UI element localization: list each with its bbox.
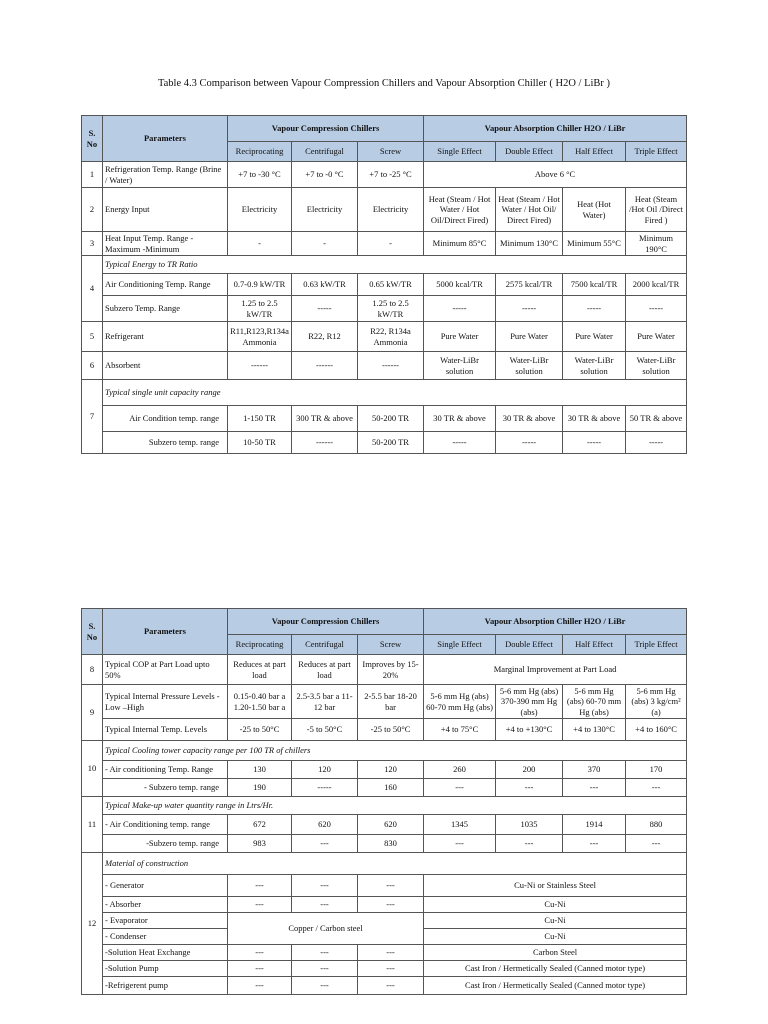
cell: - <box>358 232 424 256</box>
cell: Marginal Improvement at Part Load <box>424 655 687 685</box>
col-double-effect: Double Effect <box>496 142 563 162</box>
table-row <box>82 741 687 761</box>
cell: 830 <box>358 835 424 853</box>
cell: 880 <box>626 815 687 835</box>
cell: 190 <box>228 779 292 797</box>
row-parameter: - Air conditioning Temp. Range <box>103 761 228 779</box>
cell: Electricity <box>228 188 292 232</box>
cell: Improves by 15-20% <box>358 655 424 685</box>
cell: Pure Water <box>496 322 563 352</box>
cell: - <box>228 232 292 256</box>
table-row <box>82 761 687 779</box>
cell: Heat (Steam / Hot Water / Hot Oil/Direct Fired) <box>424 188 496 232</box>
table-row <box>82 296 687 322</box>
row-parameter: Typical Internal Temp. Levels <box>103 719 228 741</box>
cell: Copper / Carbon steel <box>228 913 424 945</box>
cell: 50-200 TR <box>358 406 424 432</box>
row-number: 11 <box>82 797 103 853</box>
cell: --- <box>358 945 424 961</box>
col-reciprocating: Reciprocating <box>228 635 292 655</box>
cell: 1.25 to 2.5 kW/TR <box>358 296 424 322</box>
cell: Reduces at part load <box>228 655 292 685</box>
table-row <box>82 655 687 685</box>
parameters-header: Parameters <box>103 609 228 655</box>
cell: 0.65 kW/TR <box>358 274 424 296</box>
cell: R22, R12 <box>292 322 358 352</box>
cell: 620 <box>292 815 358 835</box>
cell: ----- <box>496 296 563 322</box>
cell: 170 <box>626 761 687 779</box>
row-number: 6 <box>82 352 103 380</box>
cell: 260 <box>424 761 496 779</box>
row-parameter: - Absorber <box>103 897 228 913</box>
cell: --- <box>563 779 626 797</box>
cell: --- <box>292 875 358 897</box>
cell: Minimum 190°C <box>626 232 687 256</box>
row-number: 5 <box>82 322 103 352</box>
col-triple-effect: Triple Effect <box>626 142 687 162</box>
cell: ----- <box>424 432 496 454</box>
cell: Cu-Ni <box>424 913 687 929</box>
cell: -5 to 50°C <box>292 719 358 741</box>
cell: --- <box>626 835 687 853</box>
cell: +7 to -25 °C <box>358 162 424 188</box>
cell: 620 <box>358 815 424 835</box>
vapour-absorption-header: Vapour Absorption Chiller H2O / LiBr <box>424 609 687 635</box>
col-screw: Screw <box>358 635 424 655</box>
comparison-table-part-2 <box>81 608 687 995</box>
cell: --- <box>626 779 687 797</box>
cell: 50-200 TR <box>358 432 424 454</box>
cell: --- <box>358 897 424 913</box>
table-row <box>82 432 687 454</box>
cell: --- <box>496 779 563 797</box>
section-heading: Typical Make-up water quantity range in Ltrs/Hr. <box>103 797 687 815</box>
cell: ----- <box>496 432 563 454</box>
row-parameter: Subzero temp. range <box>103 432 228 454</box>
table-row <box>82 913 687 929</box>
cell: Cu-Ni or Stainless Steel <box>424 875 687 897</box>
cell: Electricity <box>292 188 358 232</box>
table-row <box>82 835 687 853</box>
table-row <box>82 406 687 432</box>
row-parameter: Heat Input Temp. Range -Maximum -Minimum <box>103 232 228 256</box>
cell: 1345 <box>424 815 496 835</box>
cell: 200 <box>496 761 563 779</box>
cell: Heat (Steam / Hot Water / Hot Oil/ Direct Fired) <box>496 188 563 232</box>
row-number: 8 <box>82 655 103 685</box>
cell: +4 to 160°C <box>626 719 687 741</box>
row-parameter: - Condenser <box>103 929 228 945</box>
vapour-compression-header: Vapour Compression Chillers <box>228 116 424 142</box>
cell: Cu-Ni <box>424 897 687 913</box>
cell: ----- <box>563 432 626 454</box>
cell: Minimum 85°C <box>424 232 496 256</box>
cell: 50 TR & above <box>626 406 687 432</box>
row-parameter: Air Condition temp. range <box>103 406 228 432</box>
row-number: 10 <box>82 741 103 797</box>
row-parameter: Typical Internal Pressure Levels -Low –High <box>103 685 228 719</box>
row-parameter: - Air Conditioning temp. range <box>103 815 228 835</box>
table-row <box>82 256 687 274</box>
cell: 5000 kcal/TR <box>424 274 496 296</box>
table-row <box>82 815 687 835</box>
col-half-effect: Half Effect <box>563 142 626 162</box>
cell: 1-150 TR <box>228 406 292 432</box>
cell: --- <box>292 961 358 977</box>
sno-header: S. No <box>82 116 103 162</box>
row-parameter: Refrigerant <box>103 322 228 352</box>
section-heading: Typical Cooling tower capacity range per 100 TR of chillers <box>103 741 687 761</box>
cell: Water-LiBr solution <box>563 352 626 380</box>
table-row <box>82 352 687 380</box>
cell: 30 TR & above <box>496 406 563 432</box>
cell: --- <box>228 897 292 913</box>
cell: --- <box>228 961 292 977</box>
table-row <box>82 380 687 406</box>
cell: 0.7-0.9 kW/TR <box>228 274 292 296</box>
col-reciprocating: Reciprocating <box>228 142 292 162</box>
cell: Cast Iron / Hermetically Sealed (Canned motor type) <box>424 977 687 995</box>
row-number: 12 <box>82 853 103 995</box>
row-number: 9 <box>82 685 103 741</box>
table-row <box>82 961 687 977</box>
row-parameter: Subzero Temp. Range <box>103 296 228 322</box>
row-parameter: - Subzero temp. range <box>103 779 228 797</box>
table-row <box>82 977 687 995</box>
col-centrifugal: Centrifugal <box>292 635 358 655</box>
row-number: 4 <box>82 256 103 322</box>
cell: 30 TR & above <box>563 406 626 432</box>
table-row <box>82 685 687 719</box>
cell: ------ <box>292 352 358 380</box>
table-row <box>82 232 687 256</box>
cell: --- <box>228 875 292 897</box>
cell: +4 to 75°C <box>424 719 496 741</box>
cell: Pure Water <box>563 322 626 352</box>
cell: R22, R134a Ammonia <box>358 322 424 352</box>
cell: 2-5.5 bar 18-20 bar <box>358 685 424 719</box>
cell: ----- <box>563 296 626 322</box>
cell: 130 <box>228 761 292 779</box>
cell: -25 to 50°C <box>358 719 424 741</box>
cell: --- <box>358 875 424 897</box>
col-double-effect: Double Effect <box>496 635 563 655</box>
cell: 5-6 mm Hg (abs) 370-390 mm Hg (abs) <box>496 685 563 719</box>
row-parameter: -Solution Heat Exchange <box>103 945 228 961</box>
table-row <box>82 797 687 815</box>
table-row <box>82 274 687 296</box>
cell: --- <box>292 897 358 913</box>
cell: --- <box>424 835 496 853</box>
cell: - <box>292 232 358 256</box>
row-parameter: Refrigeration Temp. Range (Brine / Water) <box>103 162 228 188</box>
cell: 1914 <box>563 815 626 835</box>
cell: Heat (Steam /Hot Oil /Direct Fired ) <box>626 188 687 232</box>
table-row <box>82 945 687 961</box>
row-number: 2 <box>82 188 103 232</box>
cell: +4 to +130°C <box>496 719 563 741</box>
cell: +7 to -30 °C <box>228 162 292 188</box>
cell: R11,R123,R134a Ammonia <box>228 322 292 352</box>
table-caption: Table 4.3 Comparison between Vapour Compression Chillers and Vapour Absorption Chiller ( H2O / LiBr ) <box>157 78 611 89</box>
col-half-effect: Half Effect <box>563 635 626 655</box>
cell: 5-6 mm Hg (abs) 60-70 mm Hg (abs) <box>424 685 496 719</box>
row-parameter: -Solution Pump <box>103 961 228 977</box>
table-row <box>82 322 687 352</box>
row-parameter: -Refrigerent pump <box>103 977 228 995</box>
cell: 160 <box>358 779 424 797</box>
cell: 0.15-0.40 bar a 1.20-1.50 bar a <box>228 685 292 719</box>
cell: Carbon Steel <box>424 945 687 961</box>
cell: --- <box>228 945 292 961</box>
cell: +4 to 130°C <box>563 719 626 741</box>
cell: --- <box>292 945 358 961</box>
table-row <box>82 875 687 897</box>
row-parameter: Typical COP at Part Load upto 50% <box>103 655 228 685</box>
cell: Above 6 °C <box>424 162 687 188</box>
cell: 30 TR & above <box>424 406 496 432</box>
cell: -25 to 50°C <box>228 719 292 741</box>
cell: 10-50 TR <box>228 432 292 454</box>
cell: 0.63 kW/TR <box>292 274 358 296</box>
cell: ----- <box>292 779 358 797</box>
cell: Water-LiBr solution <box>496 352 563 380</box>
sno-header: S. No <box>82 609 103 655</box>
section-heading: Material of construction <box>103 853 687 875</box>
cell: ------ <box>292 432 358 454</box>
row-number: 7 <box>82 380 103 454</box>
row-parameter: Absorbent <box>103 352 228 380</box>
cell: 1035 <box>496 815 563 835</box>
row-number: 3 <box>82 232 103 256</box>
comparison-table-part-1 <box>81 115 687 454</box>
vapour-absorption-header: Vapour Absorption Chiller H2O / LiBr <box>424 116 687 142</box>
cell: Cu-Ni <box>424 929 687 945</box>
cell: 2575 kcal/TR <box>496 274 563 296</box>
cell: Reduces at part load <box>292 655 358 685</box>
vapour-compression-header: Vapour Compression Chillers <box>228 609 424 635</box>
cell: ----- <box>626 296 687 322</box>
cell: --- <box>563 835 626 853</box>
cell: --- <box>358 977 424 995</box>
cell: 2.5-3.5 bar a 11-12 bar <box>292 685 358 719</box>
table-row <box>82 188 687 232</box>
cell: 983 <box>228 835 292 853</box>
col-screw: Screw <box>358 142 424 162</box>
row-number: 1 <box>82 162 103 188</box>
cell: Pure Water <box>626 322 687 352</box>
col-triple-effect: Triple Effect <box>626 635 687 655</box>
row-parameter: Air Conditioning Temp. Range <box>103 274 228 296</box>
row-parameter: -Subzero temp. range <box>103 835 228 853</box>
section-heading: Typical Energy to TR Ratio <box>103 256 687 274</box>
cell: 120 <box>292 761 358 779</box>
cell: Water-LiBr solution <box>424 352 496 380</box>
cell: 7500 kcal/TR <box>563 274 626 296</box>
cell: --- <box>424 779 496 797</box>
table-row <box>82 897 687 913</box>
cell: Pure Water <box>424 322 496 352</box>
section-heading: Typical single unit capacity range <box>103 380 687 406</box>
cell: Cast Iron / Hermetically Sealed (Canned motor type) <box>424 961 687 977</box>
cell: ----- <box>292 296 358 322</box>
row-parameter: Energy Input <box>103 188 228 232</box>
cell: ------ <box>358 352 424 380</box>
cell: 5-6 mm Hg (abs) 3 kg/cm² (a) <box>626 685 687 719</box>
col-single-effect: Single Effect <box>424 635 496 655</box>
row-parameter: - Generator <box>103 875 228 897</box>
cell: --- <box>358 961 424 977</box>
cell: ----- <box>424 296 496 322</box>
cell: Minimum 130°C <box>496 232 563 256</box>
table-row <box>82 719 687 741</box>
cell: 370 <box>563 761 626 779</box>
cell: --- <box>496 835 563 853</box>
cell: ----- <box>626 432 687 454</box>
table-row <box>82 162 687 188</box>
cell: Electricity <box>358 188 424 232</box>
cell: Water-LiBr solution <box>626 352 687 380</box>
cell: --- <box>292 835 358 853</box>
cell: 5-6 mm Hg (abs) 60-70 mm Hg (abs) <box>563 685 626 719</box>
col-centrifugal: Centrifugal <box>292 142 358 162</box>
cell: +7 to -0 °C <box>292 162 358 188</box>
cell: 120 <box>358 761 424 779</box>
cell: Heat (Hot Water) <box>563 188 626 232</box>
cell: --- <box>292 977 358 995</box>
cell: ------ <box>228 352 292 380</box>
table-row <box>82 779 687 797</box>
cell: Minimum 55°C <box>563 232 626 256</box>
parameters-header: Parameters <box>103 116 228 162</box>
table-row <box>82 853 687 875</box>
row-parameter: - Evaporator <box>103 913 228 929</box>
cell: --- <box>228 977 292 995</box>
cell: 2000 kcal/TR <box>626 274 687 296</box>
cell: 300 TR & above <box>292 406 358 432</box>
cell: 672 <box>228 815 292 835</box>
col-single-effect: Single Effect <box>424 142 496 162</box>
cell: 1.25 to 2.5 kW/TR <box>228 296 292 322</box>
